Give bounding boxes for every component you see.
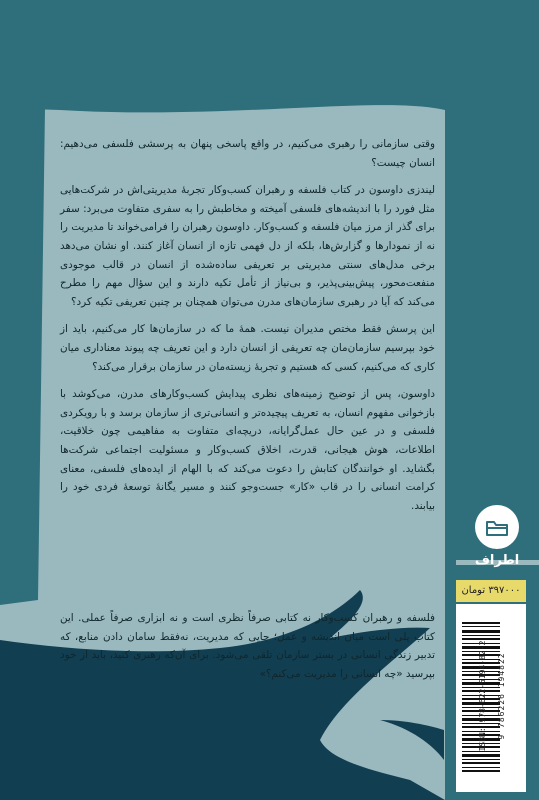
isbn-label: ISBN: 978-622-6194-82-2 bbox=[478, 640, 487, 752]
barcode-number: 9 786226 194822 bbox=[497, 652, 506, 740]
barcode-panel bbox=[456, 604, 526, 792]
blurb-text bbox=[60, 135, 435, 680]
blurb-paragraph: داوسون، پس از توضیح زمینه‌های نظری پیدایش کسب‌وکارهای مدرن، می‌کوشد با بازخوانی مفهوم انسان، به تعریف پیچیده‌تر و انسانی‌تری از سازمان برسد و با رویکردی فلسفی و در عین حال عمل‌گرایانه، دریچه‌ای متفاوت به مفاهیمی چون خلاقیت، اطلاعات، هوش هیجانی، قدرت، اخلاق کسب‌وکار و مسئولیت اجتماعی شرکت‌ها بگشاید. او خوانندگان کتابش را دعوت می‌کند که با الهام از ایده‌های فلسفی، معنای کرامت انسانی را در قاب «کار» جست‌وجو کنند و مسیر یگانهٔ توسعهٔ فردی خود را بیابند. bbox=[60, 388, 435, 512]
blurb-paragraph: لیندزی داوسون در کتاب فلسفه و رهبران کسب‌وکار تجربهٔ مدیریتی‌اش در شرکت‌هایی مثل فورد را با اندیشه‌های فلسفی آمیخته و مخاطبش را به سفری متفاوت می‌برد: سفر برای گذر از مرز میان فلسفه و کسب‌وکار. داوسون رهبران را فرامی‌خواند تا مدیریت را نه از نمودارها و گزارش‌ها، بلکه از دل فهمی تازه از انسان آغاز کنند. او نشان می‌دهد برخی مدل‌های سنتی مدیریتی بر تعریفی ساده‌شده از انسان در قالب موجودی منفعت‌محور، پیش‌بینی‌پذیر، و بی‌نیاز از تأمل تکیه دارند و این سؤال مهم را مطرح می‌کند که آیا در رهبری سازمان‌های مدرن می‌توان همچنان بر چنین تعریفی تکیه کرد؟ bbox=[60, 184, 435, 308]
blurb-paragraph: این پرسش فقط مختص مدیران نیست. همهٔ ما که در سازمان‌ها کار می‌کنیم، باید از خود بپرسیم سازمان‌مان چه تعریفی از انسان دارد و این تعریف چه پیوند معناداری میان کاری که می‌کنیم، کسی که هستیم و تجربهٔ زیسته‌مان در سازمان برقرار می‌کند؟ bbox=[60, 323, 435, 373]
left-dark-strip bbox=[0, 108, 45, 605]
price-label: ۳۹۷۰۰۰ تومان bbox=[456, 580, 526, 602]
folder-icon bbox=[475, 505, 519, 549]
publisher-name: اطراف bbox=[474, 553, 520, 568]
barcode-image bbox=[456, 604, 526, 792]
publisher-logo bbox=[474, 505, 520, 579]
blurb-closing-paragraph: فلسفه و رهبران کسب‌وکار نه کتابی صرفاً نظری است و نه ابزاری صرفاً عملی. این کتاب پلی است میان اندیشه و عمل؛ جایی که مدیریت، نه‌فقط سامان دادن منابع، که تدبیر زندگی انسانی در بستر سازمان تلقی می‌شود. برای آن‌که رهبری کنید، باید از خود بپرسید «چه انسانی را مدیریت می‌کنم؟» bbox=[60, 612, 435, 680]
blurb-paragraph: وقتی سازمانی را رهبری می‌کنیم، در واقع پاسخی پنهان به پرسشی فلسفی می‌دهیم: انسان چیست؟ bbox=[60, 138, 435, 169]
